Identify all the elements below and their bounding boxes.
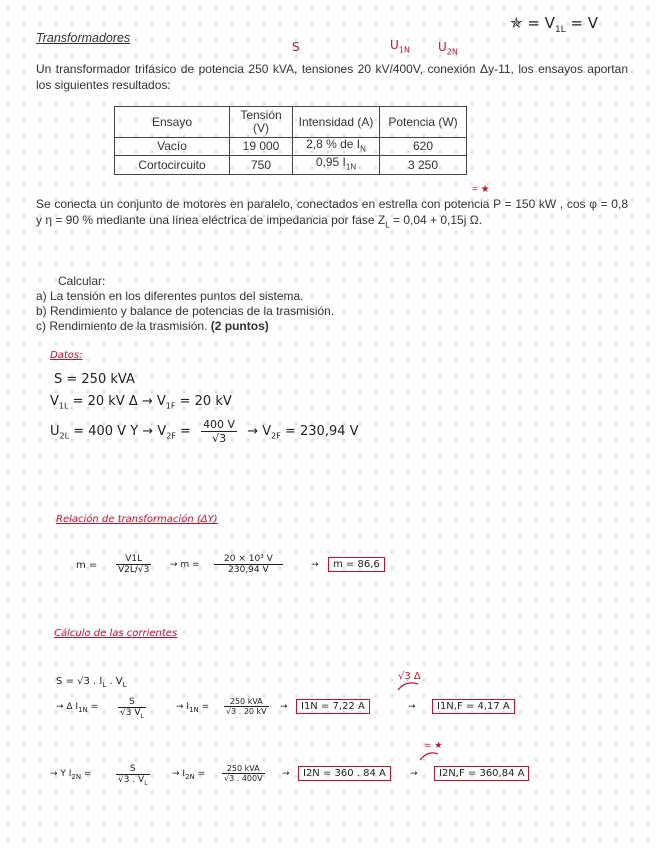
star-fraction-num: S <box>116 764 150 775</box>
equals-star-note: = ★ <box>424 741 443 751</box>
star-arrow <box>172 769 205 781</box>
table-cell-text: 2,8 % de I <box>306 137 361 151</box>
datos-line-v1 <box>50 394 232 411</box>
star-result-box-2: I2N,F = 360,84 A <box>434 766 529 781</box>
calc-item-a: a) La tensión en los diferentes puntos del sistema. <box>36 289 304 303</box>
table-cell: 19 000 <box>230 138 293 156</box>
delta-result-box-2: I1N,F = 4,17 A <box>432 699 515 714</box>
datos-line-s: S = 250 kVA <box>54 372 135 387</box>
table-cell: 620 <box>380 138 467 156</box>
v2-fraction-num: 400 V <box>203 418 236 431</box>
m-arrow: → m = <box>170 560 200 570</box>
v2-sub: 2L <box>59 431 70 441</box>
star-arrow-text: → I <box>172 769 186 779</box>
m-fraction-den: V2L/√3 <box>118 565 150 575</box>
v1f-sub: 1F <box>165 401 176 411</box>
v2f-sub: 2F <box>166 431 176 441</box>
table-cell-sub: N <box>360 144 366 154</box>
m-label: m = <box>76 560 98 571</box>
v1-text: V <box>50 394 59 409</box>
red-star-mark: = ★ <box>472 184 490 195</box>
s-formula-text: S = √3 . I <box>56 676 103 687</box>
curved-arrow-icon <box>418 748 442 762</box>
calc-item-c-text: c) Rendimiento de la trasmisión. <box>36 319 208 333</box>
calc-item-b: b) Rendimiento y balance de potencias de la trasmisión. <box>36 304 335 318</box>
table-cell: 3 250 <box>380 156 467 174</box>
v2-result-sub: 2F <box>271 431 281 441</box>
curved-arrow-icon <box>396 678 422 692</box>
page-title: Transformadores <box>36 31 131 45</box>
v2-eq: = <box>175 424 191 439</box>
delta-result-arrow-2: → <box>408 702 416 712</box>
star-fraction-2 <box>222 764 265 783</box>
star-label-eq: = <box>81 769 92 779</box>
table-header-cell: Intensidad (A) <box>293 107 380 138</box>
table-row <box>115 156 467 174</box>
calc-item-c <box>36 319 334 334</box>
problem-intro: Un transformador trifásico de potencia 250 kVA, tensiones 20 kV/400V, conexión Δy-11, los ensayos aportan los siguientes resultados: <box>36 62 628 92</box>
m-fraction-2 <box>214 554 283 575</box>
delta-arrow-text: → I <box>176 702 190 712</box>
table-cell <box>293 138 380 156</box>
calc-list <box>36 274 334 334</box>
star-arrow-eq: = <box>194 769 206 779</box>
star-label <box>50 769 92 781</box>
v1-tail: = 20 kV <box>175 394 232 409</box>
s-formula-tail-sub: L <box>122 681 127 689</box>
table-header-row <box>115 107 467 138</box>
v2-fraction-den: √3 <box>212 432 227 445</box>
v1-mid: = 20 kV Δ → V <box>68 394 166 409</box>
v2-fraction <box>201 418 237 445</box>
delta-fraction-num: S <box>118 697 146 708</box>
table-header-cell: Tensión (V) <box>230 107 293 138</box>
delta-arrow-eq: = <box>198 702 210 712</box>
m-result-box: m = 86,6 <box>328 557 385 572</box>
table-cell: Vacío <box>115 138 230 156</box>
corrientes-heading: Cálculo de las corrientes <box>54 628 178 639</box>
calc-header: Calcular: <box>58 274 106 288</box>
delta-arrow-sub: 1N <box>189 705 199 714</box>
delta-label-eq: = <box>87 702 99 712</box>
v2-mid: = 400 V Y → V <box>69 424 167 439</box>
delta-label-text: → Δ I <box>56 702 79 712</box>
star-fraction-den-text: √3 . V <box>118 775 145 785</box>
delta-fraction-den <box>118 708 146 720</box>
annotation-v1n-sub: 1N <box>398 45 410 55</box>
delta-fraction-2-num: 250 kVA <box>224 697 269 707</box>
delta-label <box>56 702 98 714</box>
sqrt3-delta-note: √3 Δ <box>398 671 421 682</box>
star-label-text: → Y I <box>50 769 72 779</box>
table-cell: Cortocircuito <box>115 156 230 174</box>
star-label-sub: 2N <box>71 772 82 781</box>
v2-result-arrow: → V <box>247 424 272 439</box>
calc-points: (2 puntos) <box>210 319 269 333</box>
s-formula <box>56 676 127 689</box>
m-fraction-2-den: 230,94 V <box>228 565 269 575</box>
annotation-v1n <box>390 38 410 54</box>
star-result-box: I2N = 360 . 84 A <box>298 766 391 781</box>
v2-text: U <box>50 424 60 439</box>
datos-line-v2 <box>50 418 359 445</box>
relacion-heading: Relación de transformación (ΔY) <box>56 514 218 525</box>
star-fraction <box>116 764 150 787</box>
s-formula-tail: . V <box>106 676 123 687</box>
corner-note-text: ✯ = V <box>510 14 555 32</box>
problem-description-tail: = 0,04 + 0,15j Ω. <box>389 213 483 227</box>
v2-result-val: = 230,94 V <box>280 424 359 439</box>
delta-fraction-2 <box>224 697 269 716</box>
corner-note-tail: = V <box>565 14 599 32</box>
problem-description-text: Se conecta un conjunto de motores en paralelo, conectados en estrella con potencia P = 150 kW , cos φ = 0,8 y η = 90 % mediante una línea eléctrica de impedancia por fase Z <box>36 197 628 227</box>
table-header-cell: Ensayo <box>115 107 230 138</box>
table-header-cell: Potencia (W) <box>380 107 467 138</box>
m-fraction <box>116 554 151 575</box>
annotation-v2n-text: U <box>438 40 447 54</box>
star-fraction-den <box>116 775 150 787</box>
corner-note <box>510 14 598 35</box>
table-cell: 750 <box>230 156 293 174</box>
table-row <box>115 138 467 156</box>
table-cell-text: 0,95 I <box>315 155 346 170</box>
problem-description-sub: L <box>385 220 390 230</box>
table-cell-sub: 1N <box>345 162 357 172</box>
annotation-v2n <box>438 40 458 56</box>
star-result-arrow: → <box>282 769 290 779</box>
delta-label-sub: 1N <box>78 705 88 714</box>
v1-sub: 1L <box>58 401 69 411</box>
m-fraction-num: V1L <box>116 554 151 565</box>
star-fraction-2-num: 250 kVA <box>222 764 265 774</box>
delta-fraction <box>118 697 146 720</box>
annotation-v1n-text: U <box>390 38 399 52</box>
star-fraction-den-sub: L <box>144 779 148 787</box>
delta-result-box: I1N = 7,22 A <box>296 699 370 714</box>
delta-fraction-den-sub: L <box>140 712 144 720</box>
problem-description <box>36 196 628 233</box>
s-formula-sub: L <box>102 681 107 689</box>
delta-arrow <box>176 702 209 714</box>
delta-fraction-den-text: √3 V <box>120 708 141 718</box>
corner-note-sub: 1L <box>554 25 566 35</box>
annotation-s: S <box>292 40 300 54</box>
annotation-v2n-sub: 2N <box>446 47 458 57</box>
m-fraction-2-num: 20 × 10³ V <box>214 554 283 565</box>
star-arrow-sub: 2N <box>185 772 195 781</box>
delta-result-arrow: → <box>280 702 288 712</box>
delta-fraction-2-den: √3 . 20 kV <box>226 707 267 716</box>
datos-heading: Datos: <box>50 350 83 361</box>
star-fraction-2-den: √3 . 400V <box>224 774 263 783</box>
test-results-table <box>114 106 467 175</box>
table-cell <box>293 156 380 174</box>
m-result-arrow: → <box>311 560 319 570</box>
star-result-arrow-2: → <box>410 769 418 779</box>
